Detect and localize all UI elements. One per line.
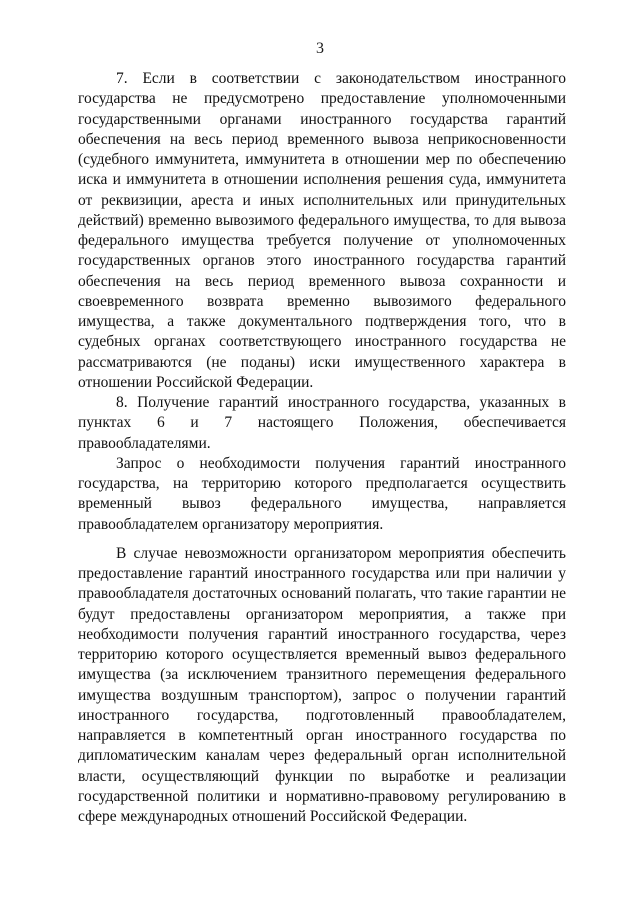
page-number: 3 [316, 40, 324, 57]
paragraph-request: Запрос о необходимости получения гарантий иностранного государства, на территорию которого предполагается осуществить временный вывоз федерального имущества, направляется правообладателем организатору мероприятия. [78, 454, 566, 533]
paragraph-7: 7. Если в соответствии с законодательством иностранного государства не предусмотрено предоставление уполномоченными государственными органами иностранного государства гарантий обеспечения на весь период временного вывоза неприкосновенности (судебного иммунитета, иммунитета в отношении мер по обеспечению иска и иммунитета в отношении исполнения решения суда, иммунитета от реквизиции, ареста и иных исполнительных или принудительных действий) временно вывозимого федерального имущества, то для вывоза федерального имущества требуется получение от уполномоченных государственных органов этого иностранного государства гарантий обеспечения на весь период временного вывоза сохранности и своевременного возврата временно вывозимого федерального имущества, а также документального подтверждения того, что в судебных органах соответствующего иностранного государства не рассматриваются (не поданы) иски имущественного характера в отношении Российской Федерации. [78, 70, 566, 391]
paragraph-impossibility: В случае невозможности организатором мероприятия обеспечить предоставление гарантий иностранного государства или при наличии у правообладателя достаточных оснований полагать, что такие гарантии не будут предоставлены организатором мероприятия, а также при необходимости получения гарантий иностранного государства, через территорию которого осуществляется временный вывоз федерального имущества (за исключением транзитного перемещения федерального имущества воздушным транспортом), запрос о получении гарантий иностранного государства, подготовленный правообладателем, направляется в компетентный орган иностранного государства по дипломатическим каналам через федеральный орган исполнительной власти, осуществляющий функции по выработке и реализации государственной политики и нормативно-правовому регулированию в сфере международных отношений Российской Федерации. [78, 544, 566, 825]
document-body [78, 69, 566, 827]
paragraph-8: 8. Получение гарантий иностранного государства, указанных в пунктах 6 и 7 настоящего Положения, обеспечивается правообладателями. [78, 394, 566, 452]
